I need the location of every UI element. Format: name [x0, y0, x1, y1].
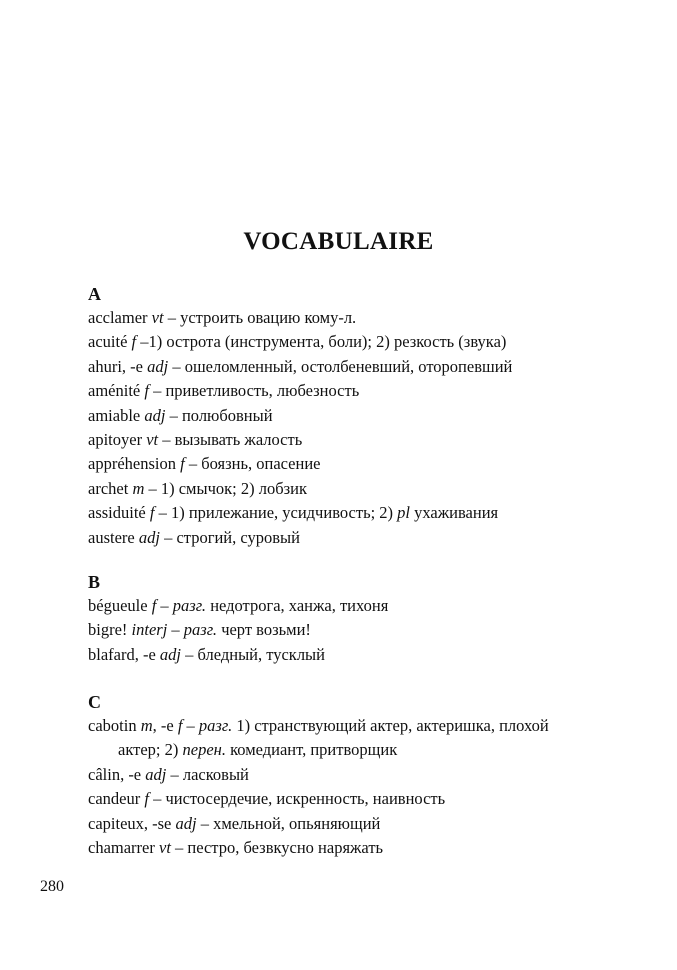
entry-text: amiable	[88, 405, 145, 425]
grammar-label: m	[132, 478, 145, 498]
dictionary-entry	[88, 306, 608, 330]
dictionary-entry	[88, 526, 608, 550]
grammar-label: vt	[159, 838, 171, 858]
dictionary-entry	[88, 501, 608, 525]
entry-text: câlin, -e	[88, 764, 146, 784]
grammar-label: adj	[175, 813, 197, 833]
entry-text: cabotin	[88, 716, 141, 735]
entry-text: – вызывать жалость	[158, 430, 303, 450]
entry-text: acuité	[88, 332, 132, 352]
entry-text: – бледный, тусклый	[181, 644, 325, 664]
grammar-label: vt	[151, 308, 164, 327]
entry-continuation	[88, 738, 608, 762]
entry-text: – пестро, безвкусно наряжать	[170, 838, 384, 858]
dictionary-entry	[88, 812, 608, 836]
grammar-label: adj	[138, 527, 160, 547]
entry-text: черт возьми!	[217, 620, 311, 640]
entry-text: capiteux, -se	[88, 813, 176, 833]
grammar-label: f	[144, 789, 149, 809]
section-letter: C	[88, 692, 101, 712]
grammar-label: m	[140, 716, 153, 735]
grammar-label: f	[144, 381, 149, 401]
entry-text: – ласковый	[166, 764, 249, 784]
dictionary-entry	[88, 787, 608, 811]
entry-text: – устроить овацию кому-л.	[163, 308, 357, 327]
entry-text: – хмельной, опьяняющий	[196, 813, 381, 833]
section-b	[88, 570, 608, 667]
entry-list	[88, 306, 608, 550]
entry-text: archet	[88, 478, 133, 498]
entry-list	[88, 594, 608, 667]
section-c	[88, 690, 608, 860]
entry-list	[88, 714, 608, 860]
dictionary-entry	[88, 643, 608, 667]
entry-text: – 1) смычок; 2) лобзик	[144, 478, 307, 498]
entry-text: – приветливость, любезность	[148, 381, 360, 401]
entry-text: ухаживания	[410, 503, 499, 523]
entry-text: chamarrer	[88, 838, 159, 858]
dictionary-entry	[88, 404, 608, 428]
entry-text: candeur	[88, 789, 145, 809]
entry-text: – чистосердечие, искренность, наивность	[148, 789, 446, 809]
dictionary-entry	[88, 714, 608, 763]
dictionary-entry	[88, 477, 608, 501]
grammar-label: f	[131, 332, 137, 352]
entry-text: aménité	[88, 381, 145, 401]
entry-text: 1) странствующий актер, актеришка, плохой	[232, 716, 549, 735]
entry-text: актер; 2)	[118, 740, 183, 760]
grammar-label: перен.	[182, 740, 226, 760]
section-letter: A	[88, 284, 101, 304]
dictionary-entry	[88, 836, 608, 860]
entry-text: austere	[88, 527, 139, 547]
entry-text: blafard, -e	[88, 644, 160, 664]
dictionary-entry	[88, 763, 608, 787]
grammar-label: f	[149, 503, 155, 523]
grammar-label: adj	[147, 356, 169, 376]
dictionary-entry	[88, 618, 608, 642]
entry-text: appréhension	[88, 454, 181, 474]
entry-text: bigre!	[88, 620, 132, 640]
entry-text: apitoyer	[88, 430, 147, 450]
entry-text: – строгий, суровый	[159, 527, 300, 547]
entry-text: –1) острота (инструмента, боли); 2) резкость (звука)	[136, 332, 507, 352]
entry-text: , -e	[152, 716, 178, 735]
page-title: VOCABULAIRE	[243, 228, 434, 255]
grammar-label: f – разг.	[177, 716, 233, 735]
dictionary-entry	[88, 355, 608, 379]
dictionary-entry	[88, 379, 608, 403]
entry-text: assiduité	[88, 503, 150, 523]
entry-text: – 1) прилежание, усидчивость; 2)	[154, 503, 398, 523]
entry-text: комедиант, притворщик	[225, 740, 398, 760]
section-a	[88, 282, 608, 550]
entry-text: – боязнь, опасение	[184, 454, 321, 474]
dictionary-entry	[88, 452, 608, 476]
page-number: 280	[40, 878, 64, 895]
grammar-label: adj	[144, 405, 166, 425]
entry-text: – полюбовный	[165, 405, 273, 425]
grammar-label: vt	[146, 430, 159, 450]
section-letter: B	[88, 572, 101, 592]
dictionary-entry	[88, 594, 608, 618]
grammar-label: adj	[145, 764, 167, 784]
grammar-label: f	[180, 454, 185, 474]
entry-text: bégueule	[88, 596, 152, 615]
grammar-label: adj	[159, 644, 182, 664]
grammar-label: interj – разг.	[131, 620, 218, 640]
dictionary-entry	[88, 428, 608, 452]
dictionary-entry	[88, 330, 608, 354]
entry-text: ahuri, -e	[88, 356, 148, 376]
grammar-label: pl	[397, 503, 411, 523]
entry-text: недотрога, ханжа, тихоня	[206, 596, 389, 615]
entry-text: – ошеломленный, остолбеневший, оторопевший	[168, 356, 513, 376]
grammar-label: f – разг.	[151, 596, 207, 615]
entry-text: acclamer	[88, 308, 152, 327]
